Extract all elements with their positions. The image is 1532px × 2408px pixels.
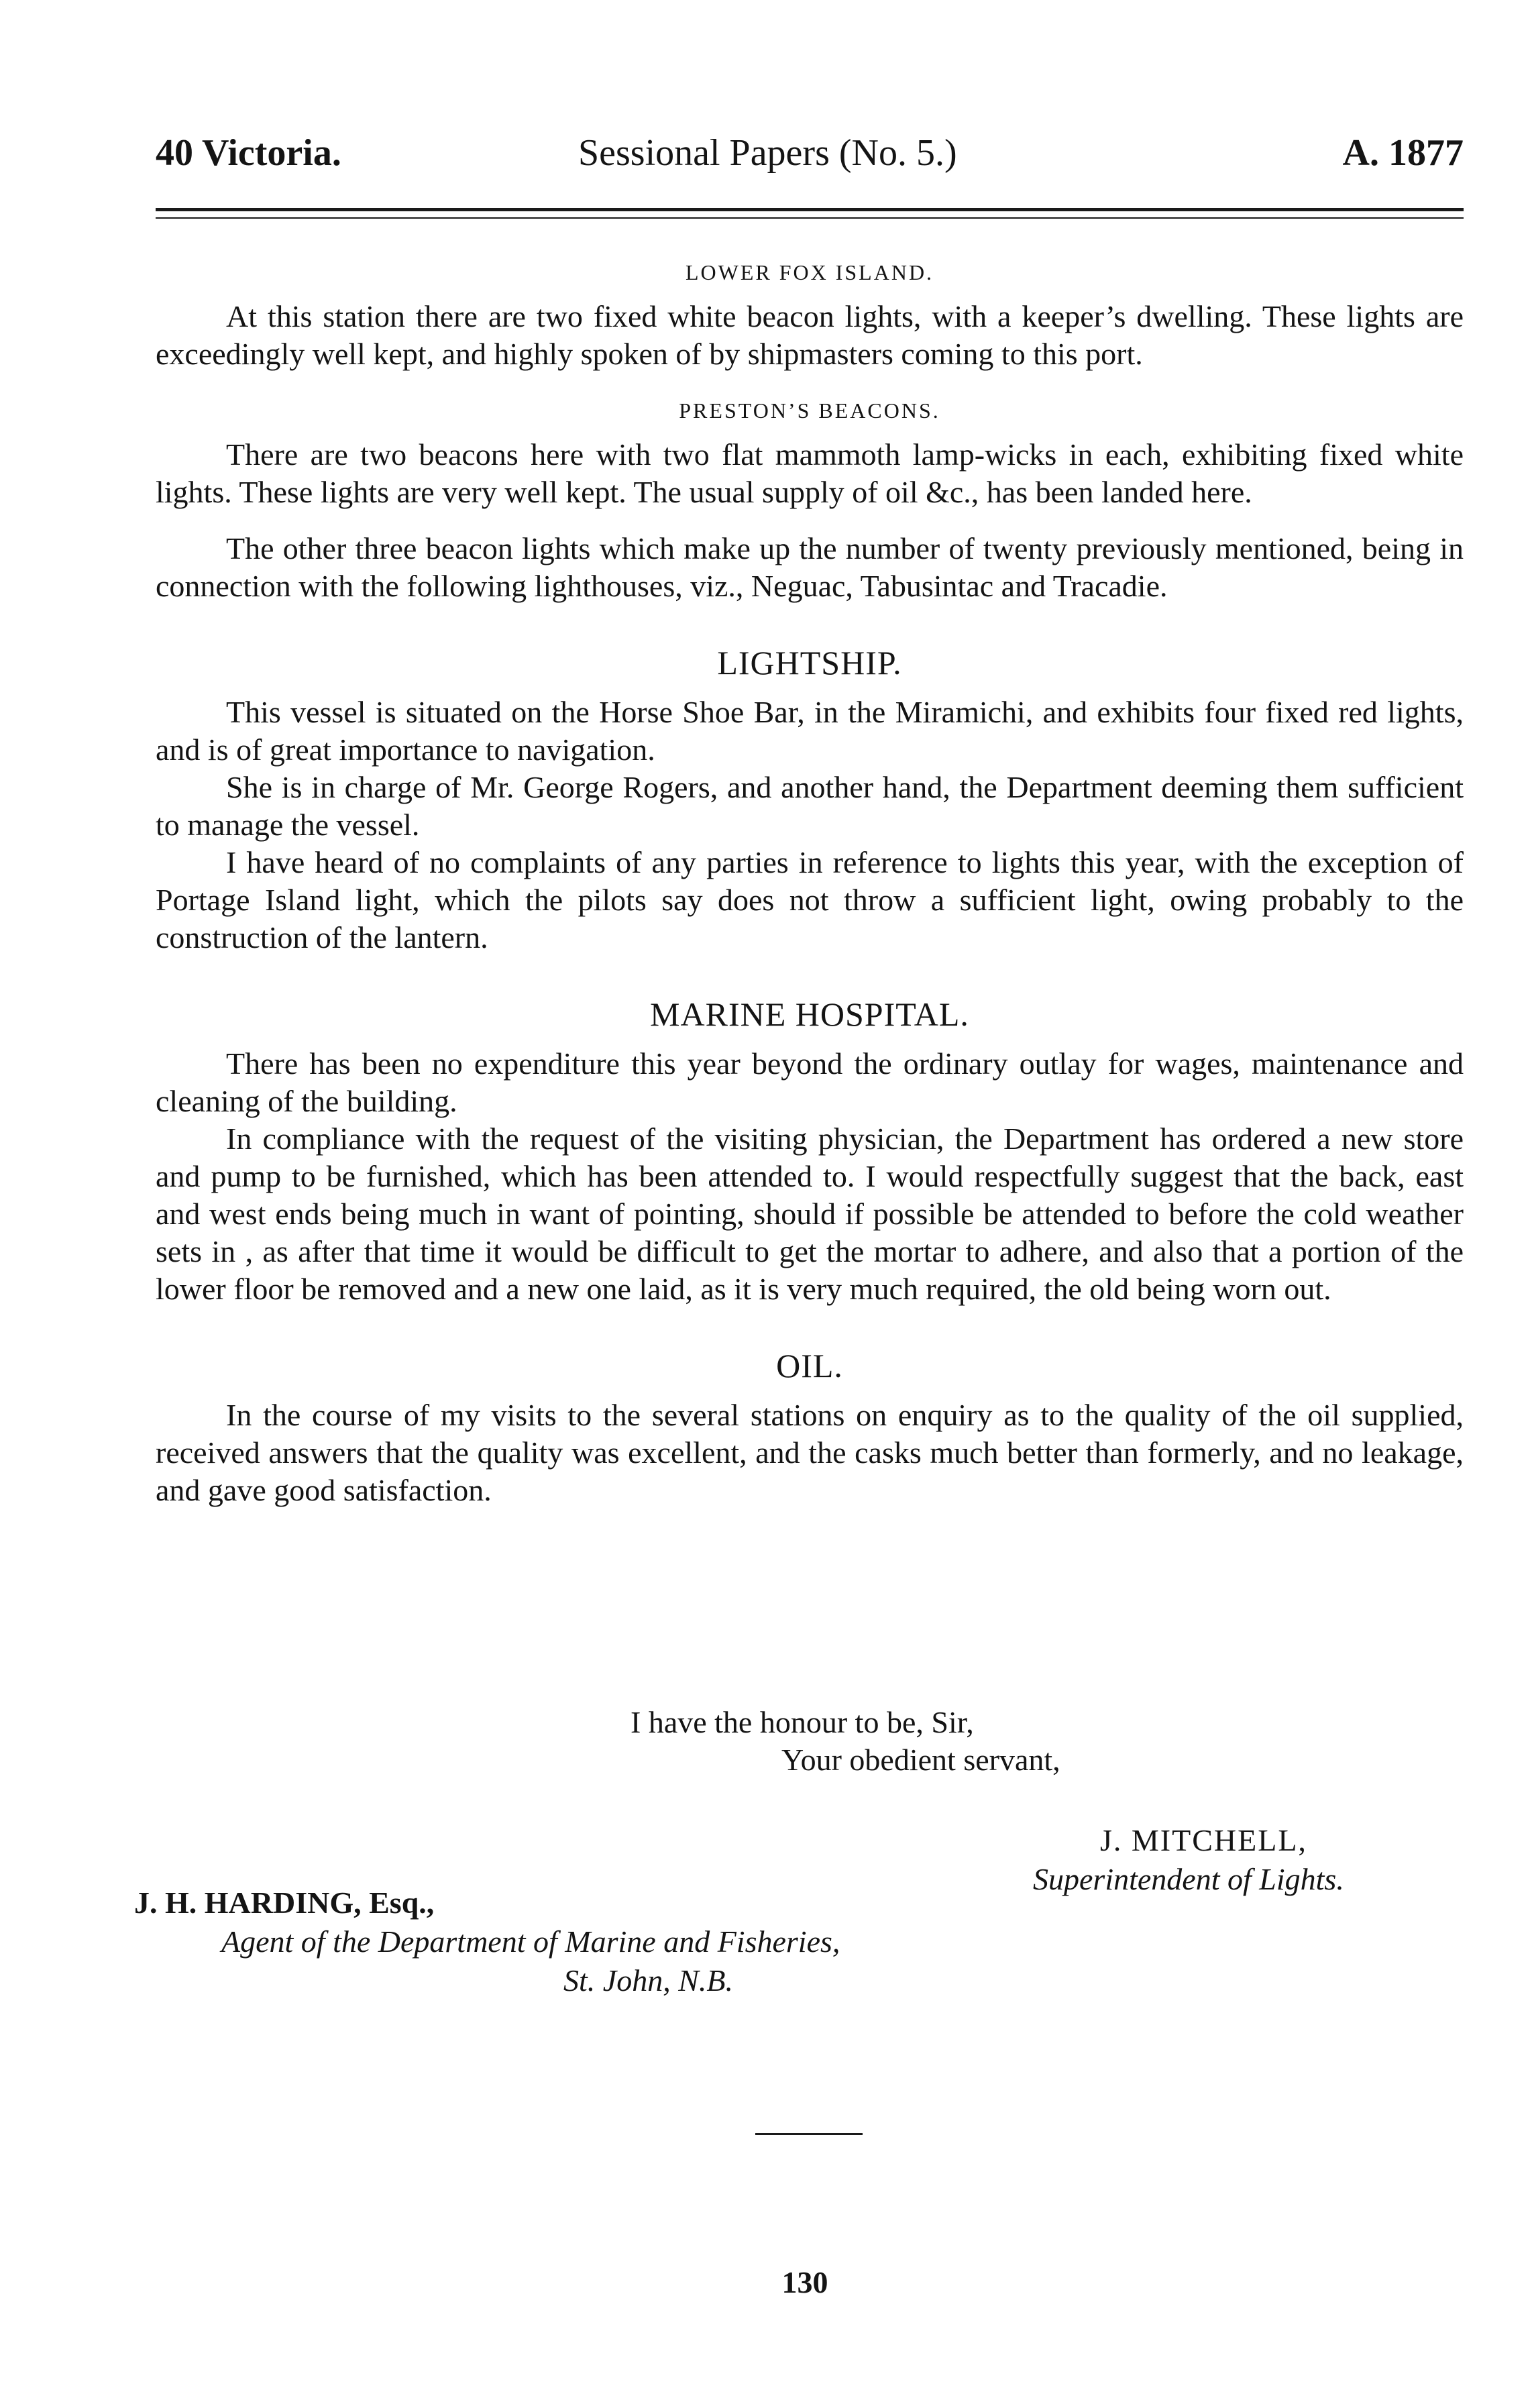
paragraph: In the course of my visits to the several stations on enquiry as to the quality of the oil supplied, received answers that the quality was excellent, and the casks much better than formerly, and no leakage, and gave good satisfaction. <box>156 1398 1464 1507</box>
header-session: 40 Victoria. <box>156 132 341 174</box>
section-heading: MARINE HOSPITAL. <box>650 995 969 1033</box>
header-rule-thin <box>156 217 1464 219</box>
paragraph: I have heard of no complaints of any parties in reference to lights this year, with the exception of Portage Island light, which the pilots say does not throw a sufficient light, owing probably to the construction of the lantern. <box>156 845 1464 954</box>
paragraph: At this station there are two fixed white beacon lights, with a keeper’s dwelling. These lights are exceedingly well kept, and highly spoken of by shipmasters coming to this port. <box>156 299 1464 371</box>
spacer <box>156 373 1464 392</box>
addressee-city: St. John, N.B. <box>563 1963 733 1997</box>
paragraph: There has been no expenditure this year beyond the ordinary outlay for wages, maintenance and cleaning of the building. <box>156 1046 1464 1118</box>
addressee-name: J. H. HARDING, Esq., <box>134 1885 435 1920</box>
page-header <box>156 126 1464 180</box>
section-lightship <box>156 643 1464 956</box>
section-marine-hospital <box>156 994 1464 1308</box>
section-heading: PRESTON’S BEACONS. <box>679 398 940 423</box>
report-body <box>156 254 1464 1509</box>
spacer <box>156 511 1464 530</box>
header-rule-thick <box>156 208 1464 211</box>
signer-name: J. MITCHELL, <box>1100 1823 1307 1857</box>
paragraph: In compliance with the request of the visiting physician, the Department has ordered a new store and pump to be furnished, which has been attended to. I would respectfully suggest that the back, east and west ends being much in want of pointing, should if possible be attended to before the cold weather sets in , as after that time it would be difficult to get the mortar to adhere, and also that a portion of the lower floor be removed and a new one laid, as it is very much required, the old being worn out. <box>156 1121 1464 1306</box>
header-year: A. 1877 <box>1342 132 1464 174</box>
closing-line-2: Your obedient servant, <box>781 1743 1060 1777</box>
closing-line-1: I have the honour to be, Sir, <box>631 1705 974 1739</box>
paragraph: There are two beacons here with two flat mammoth lamp-wicks in each, exhibiting fixed white lights. These lights are very well kept. The usual supply of oil &c., has been landed here. <box>156 437 1464 509</box>
footer-rule <box>755 2133 863 2135</box>
header-title: Sessional Papers (No. 5.) <box>578 132 957 174</box>
section-heading: LOWER FOX ISLAND. <box>685 260 934 284</box>
section-prestons-beacons <box>156 392 1464 605</box>
paragraph: The other three beacon lights which make up the number of twenty previously mentioned, being in connection with the following lighthouses, viz., Neguac, Tabusintac and Tracadie. <box>156 531 1464 603</box>
paragraph: She is in charge of Mr. George Rogers, and another hand, the Department deeming them sufficient to manage the vessel. <box>156 770 1464 842</box>
closing-salutation <box>631 1704 1060 1779</box>
section-heading: OIL. <box>776 1347 843 1384</box>
section-oil <box>156 1346 1464 1509</box>
section-lower-fox-island <box>156 254 1464 373</box>
signature-block <box>1033 1821 1344 1899</box>
page-number: 130 <box>781 2265 828 2299</box>
paragraph: This vessel is situated on the Horse Shoe Bar, in the Miramichi, and exhibits four fixed red lights, and is of great importance to navigation. <box>156 695 1464 767</box>
section-heading: LIGHTSHIP. <box>717 644 902 681</box>
addressee-agency: Agent of the Department of Marine and Fisheries, <box>221 1924 840 1959</box>
addressee-block <box>134 1883 840 2000</box>
signer-title: Superintendent of Lights. <box>1033 1862 1344 1896</box>
